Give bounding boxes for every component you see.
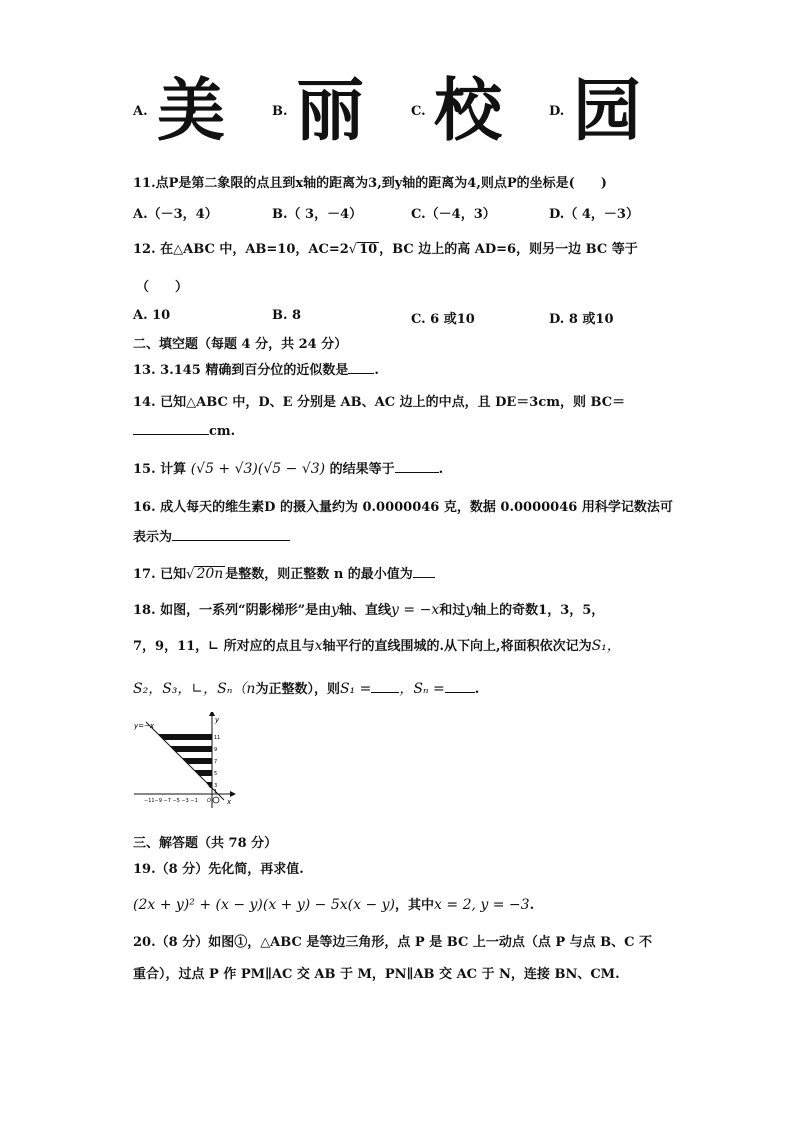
- q13: [133, 359, 379, 378]
- q11-option-a: A.（－3，4）: [133, 207, 218, 222]
- q18-line1: [133, 599, 604, 618]
- q15-suffix: 的结果等于: [329, 462, 395, 477]
- q18-line3: [133, 678, 479, 698]
- q15-end: .: [438, 462, 444, 477]
- q10-option-a-letter: A.: [133, 104, 148, 119]
- q18-line1-b: 轴、直线: [339, 603, 392, 618]
- q12-option-b: B. 8: [272, 308, 302, 323]
- q12-stem: 12. 在△ABC 中，AB=10，AC=2√ 10 ，BC 边上的高 AD=6，则另一边 BC 等于: [133, 242, 638, 257]
- figure-x-label: x: [227, 798, 232, 806]
- section-2-heading: 二、填空题（每题 4 分，共 24 分）: [133, 337, 348, 352]
- figure-tick-7: 7: [214, 759, 218, 765]
- figure-trapezoid-6: [158, 734, 212, 740]
- figure-line-label: y=−x: [134, 722, 155, 730]
- q13-stem: 13. 3.145 精确到百分位的近似数是: [133, 363, 349, 378]
- q18-blank-2: [445, 680, 475, 693]
- q19-mid: ，其中: [395, 898, 435, 913]
- q18-line3-n: n: [246, 681, 256, 697]
- q18-line1-y: y: [331, 602, 340, 618]
- q11-option-b: B.（ 3，－4）: [272, 207, 363, 222]
- figure-origin-mark: [213, 797, 219, 803]
- q17-suffix: 是整数，则正整数 n 的最小值为: [225, 567, 413, 582]
- q18-line3-sn: ，Sₙ =: [399, 681, 445, 697]
- q12-sqrt-arg: 10: [359, 242, 378, 257]
- q19-end: .: [529, 898, 535, 913]
- q10-option-d-char: 园: [573, 72, 642, 151]
- q12-stem-b: ，BC 边上的高 AD=6，则另一边 BC 等于: [379, 242, 638, 257]
- q13-end: .: [374, 363, 379, 378]
- figure-tick-9: 9: [214, 747, 218, 753]
- q16-line2-text: 表示为: [133, 530, 173, 545]
- q14-blank: [133, 422, 209, 435]
- q20-line1: 20.（8 分）如图①，△ABC 是等边三角形，点 P 是 BC 上一动点（点 P 与点 B、C 不: [133, 935, 653, 950]
- q19-stem: 19.（8 分）先化简，再求值.: [133, 862, 304, 877]
- q10-option-b-letter: B.: [272, 104, 288, 119]
- q10-option-d-letter: D.: [549, 104, 565, 119]
- q12-option-a: A. 10: [133, 308, 171, 323]
- q18-line3-b: 为正整数），则: [255, 682, 340, 697]
- q18-line1-a: 18. 如图，一系列“阴影梯形”是由: [133, 603, 332, 618]
- q18-line1-eq: y = −x: [391, 602, 440, 618]
- q18-line1-c: 和过: [439, 603, 466, 618]
- q18-line1-d: 轴上的奇数1，3，5，: [473, 603, 605, 618]
- q10-option-a-char: 美: [157, 72, 226, 151]
- figure-tick-11: 11: [214, 735, 221, 741]
- q15: [133, 458, 443, 477]
- q12-stem-a: 12. 在△ABC 中，AB=10，AC=2: [133, 242, 349, 257]
- section-3-heading: 三、解答题（共 78 分）: [133, 836, 278, 851]
- q10-option-b-char: 丽: [296, 72, 365, 151]
- q18-line2: [133, 635, 621, 655]
- q14-line2: [133, 422, 235, 439]
- q13-blank: [348, 361, 374, 374]
- figure-x-arrow: [230, 791, 236, 797]
- q18-line2-a: 7，9，11，∟ 所对应的点且与: [133, 639, 315, 654]
- q18-end: .: [474, 682, 480, 697]
- figure-tick-5: 5: [214, 771, 218, 777]
- q19-expression-line: [133, 894, 534, 913]
- figure-trapezoid-5: [170, 746, 212, 752]
- q18-line2-x: x: [314, 638, 323, 654]
- q10-option-c-letter: C.: [411, 104, 426, 119]
- q16-line2: [133, 526, 290, 545]
- q12-paren: （ ）: [136, 280, 189, 295]
- q12-option-d: D. 8 或10: [549, 312, 614, 327]
- q18-line2-s1: S₁，: [591, 638, 621, 654]
- q19-expression: (2x + y)² + (x − y)(x + y) − 5x(x − y): [133, 897, 396, 913]
- q17-sqrt-arg: 20n: [196, 566, 224, 582]
- q19-condition: x = 2, y = −3: [434, 897, 530, 913]
- q18-figure: [130, 712, 240, 812]
- q12-option-c: C. 6 或10: [411, 312, 475, 327]
- figure-tick-1: 1: [214, 789, 218, 795]
- q20-line2: 重合），过点 P 作 PM∥AC 交 AB 于 M，PN∥AB 交 AC 于 N，连接 BN、CM.: [133, 967, 620, 982]
- figure-origin-label: O: [207, 798, 211, 804]
- q18-blank-1: [371, 680, 399, 693]
- q16-line1: 16. 成人每天的维生素D 的摄入量约为 0.0000046 克，数据 0.0000046 用科学记数法可: [133, 500, 673, 515]
- q14-line2-end: cm.: [209, 424, 236, 439]
- q15-blank: [395, 460, 439, 473]
- q17-blank: [413, 565, 435, 578]
- q14-line1: 14. 已知△ABC 中，D、E 分别是 AB、AC 边上的中点，且 DE＝3cm，则 BC＝: [133, 395, 626, 410]
- q10-option-c-char: 校: [434, 72, 503, 151]
- figure-x-ticks: −11−9 −7 −5 −3 −1: [144, 798, 198, 804]
- q15-prefix: 15. 计算: [133, 462, 187, 477]
- q18-line3-a: S₂，S₃，∟，Sₙ（: [133, 681, 247, 697]
- q11-option-d: D.（ 4，－3）: [549, 207, 639, 222]
- q18-line3-s1: S₁ =: [339, 681, 372, 697]
- q11-option-c: C.（－4，3）: [411, 207, 496, 222]
- q18-line1-y2: y: [465, 602, 474, 618]
- q15-expression: (√5 + √3)(√5 − √3): [190, 461, 326, 477]
- q18-line2-b: 轴平行的直线围城的.从下向上,将面积依次记为: [322, 639, 592, 654]
- figure-y-label: y: [215, 716, 220, 724]
- q17: 17. 已知√ 20n 是整数，则正整数 n 的最小值为: [133, 563, 435, 582]
- q17-prefix: 17. 已知: [133, 567, 187, 582]
- figure-tick-3: 3: [214, 783, 218, 789]
- q11-stem: 11.点P是第二象限的点且到x轴的距离为3,到y轴的距离为4,则点P的坐标是( ): [133, 176, 607, 191]
- q16-blank: [172, 528, 290, 541]
